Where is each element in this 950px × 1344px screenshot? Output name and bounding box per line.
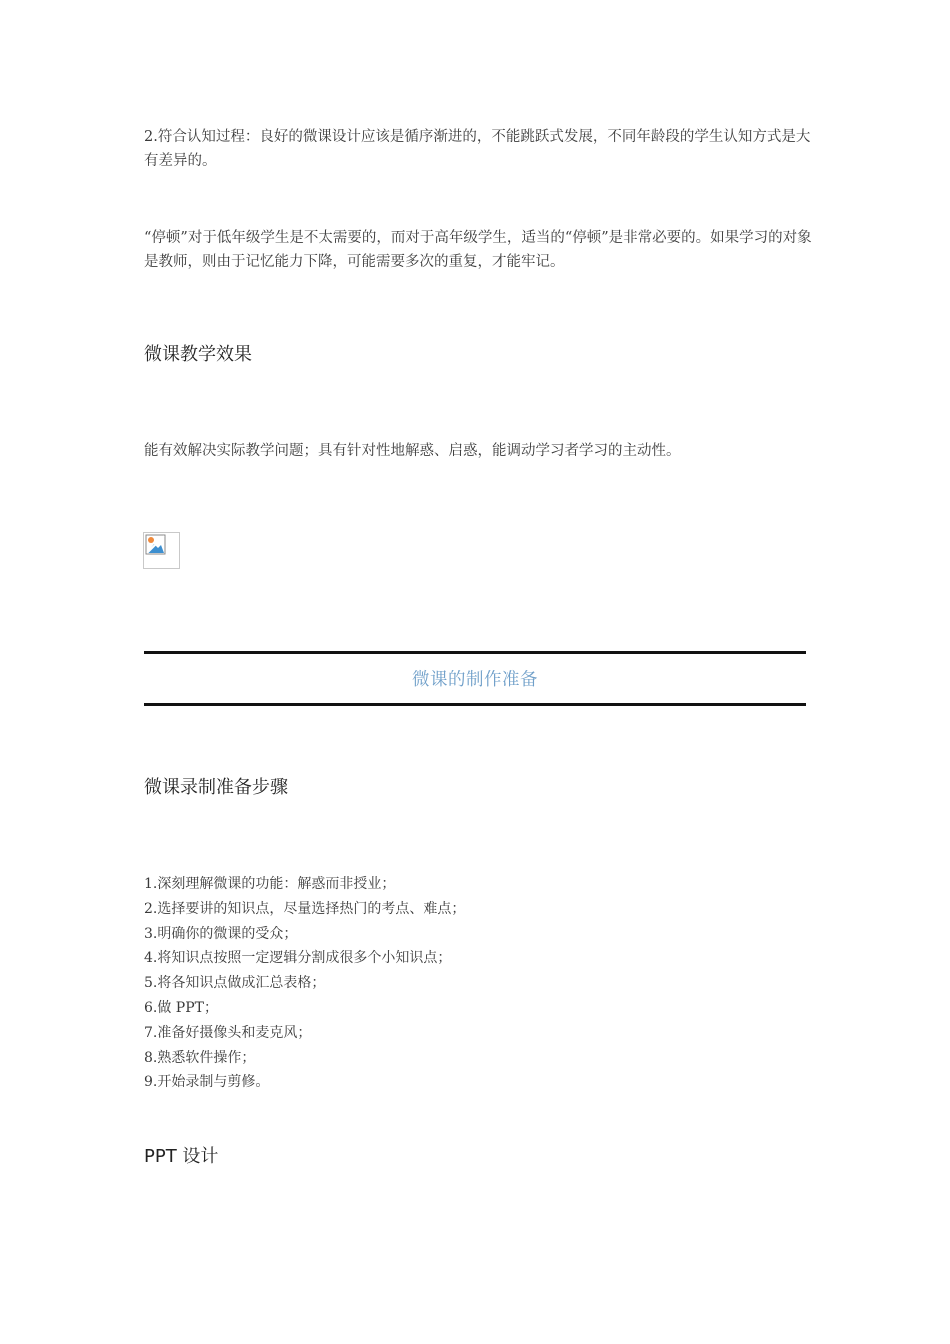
list-item: 6.做 PPT； (144, 999, 218, 1016)
steps-list (144, 872, 824, 1095)
heading-recording-steps: 微课录制准备步骤 (144, 777, 288, 798)
list-item: 9.开始录制与剪修。 (144, 1074, 270, 1091)
paragraph-cognitive-process: 2.符合认知过程：良好的微课设计应该是循序渐进的，不能跳跃式发展，不同年龄段的学生认知方式是大有差异的。 (144, 129, 811, 169)
heading-teaching-effect: 微课教学效果 (144, 344, 252, 365)
paragraph-effect: 能有效解决实际教学问题；具有针对性地解惑、启惑，能调动学习者学习的主动性。 (144, 443, 681, 459)
list-item: 7.准备好摄像头和麦克风； (144, 1024, 312, 1041)
section-banner-production-prep (144, 651, 806, 706)
list-item: 3.明确你的微课的受众； (144, 925, 298, 942)
list-item: 2.选择要讲的知识点，尽量选择热门的考点、难点； (144, 900, 466, 917)
heading-ppt-design: PPT 设计 (144, 1146, 219, 1167)
list-item: 1.深刻理解微课的功能：解惑而非授业； (144, 876, 396, 892)
list-item: 8.熟悉软件操作； (144, 1049, 256, 1066)
section-title: 微课的制作准备 (412, 670, 538, 690)
list-item: 4.将知识点按照一定逻辑分割成很多个小知识点； (144, 950, 452, 967)
broken-image-glyph (145, 534, 167, 556)
list-item: 5.将各知识点做成汇总表格； (144, 975, 326, 992)
paragraph-pause: “停顿”对于低年级学生是不太需要的，而对于高年级学生，适当的“停顿”是非常必要的。如果学习的对象是教师，则由于记忆能力下降，可能需要多次的重复，才能牢记。 (144, 230, 812, 270)
broken-image-icon (143, 532, 180, 569)
